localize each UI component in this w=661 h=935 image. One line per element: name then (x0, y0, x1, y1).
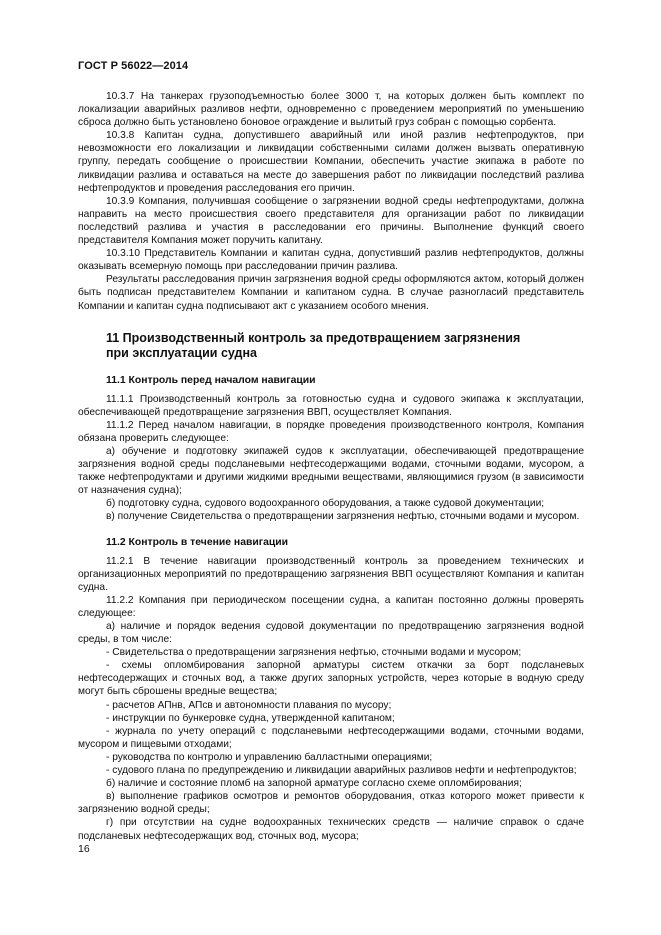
paragraph: 10.3.8 Капитан судна, допустившего аварийный или иной разлив нефтепродуктов, при невозможности его локализации и ликвидации собственными силами должен вызвать оперативную группу, передать сообщение о происшествии Компании, обеспечить участие экипажа в работе по ликвидации разлива и оставаться на месте до завершения работ по ликвидации последствий разлива нефтепродуктов и проведения расследования его причин. (78, 130, 584, 194)
list-item: в) выполнение графиков осмотров и ремонтов оборудования, отказ которого может привести к загрязнению водной среды; (78, 791, 584, 816)
document-header: ГОСТ Р 56022—2014 (78, 60, 189, 72)
list-item: - Свидетельства о предотвращении загрязнения нефтью, сточными водами и мусором; (106, 647, 522, 659)
list-item: а) наличие и порядок ведения судовой документации по предотвращению загрязнения водной среды, в том числе: (78, 621, 584, 646)
paragraph: 10.3.7 На танкерах грузоподъемностью более 3000 т, на которых должен быть комплект по локализации аварийных разливов нефти, одновременно с проведением мероприятий по уменьшению сброса должно быть установлено боновое ограждение и вылитый груз собран с помощью сорбента. (78, 91, 584, 129)
list-item: - схемы опломбирования запорной арматуры систем откачки за борт подсланевых нефтесодержащих и сточных вод, а также других запорных устройств, через которые в водную среду могут быть сброшены вредные вещества; (78, 660, 584, 698)
list-item: - судового плана по предупреждению и ликвидации аварийных разливов нефти и нефтепродуктов; (106, 765, 577, 777)
subsection-11-2-title: 11.2 Контроль в течение навигации (106, 536, 289, 548)
list-item: б) наличие и состояние пломб на запорной арматуре согласно схеме опломбирования; (106, 778, 522, 790)
list-item: - инструкции по бункеровке судна, утвержденной капитаном; (106, 712, 395, 724)
paragraph: Результаты расследования причин загрязнения водной среды оформляются актом, который должен быть подписан представителем Компании и капитаном судна. В случае разногласий представитель Компании и капитан судна подписывают акт с указанием особого мнения. (78, 274, 584, 312)
paragraph: 10.3.9 Компания, получившая сообщение о загрязнении водной среды нефтепродуктами, должна направить на место происшествия своего представителя для организации работ по ликвидации последствий разлива и участия в расследовании его причины. Выполнение функций своего представителя Компания может поручить капитану. (78, 195, 584, 247)
section-11-title-line2: при эксплуатации судна (106, 346, 257, 361)
list-item: - руководства по контролю и управлению балластными операциями; (106, 751, 433, 763)
paragraph: 10.3.10 Представитель Компании и капитан судна, допустивший разлив нефтепродуктов, должны оказывать всемерную помощь при расследовании причин разлива. (78, 248, 584, 273)
page-number: 16 (78, 843, 90, 855)
section-11-title-line1: 11 Производственный контроль за предотвращением загрязнения (106, 330, 521, 345)
section-11-title (78, 331, 584, 362)
list-item: в) получение Свидетельства о предотвращении загрязнения нефтью, сточными водами и мусором. (106, 511, 580, 523)
paragraph: 11.1.1 Производственный контроль за готовностью судна и судового экипажа к эксплуатации, обеспечивающей предотвращение загрязнения ВВП, осуществляет Компания. (78, 393, 584, 418)
list-item: - расчетов АПнв, АПсв и автономности плавания по мусору; (106, 699, 392, 711)
list-item: г) при отсутствии на судне водоохранных технических средств — наличие справок о сдаче подсланевых нефтесодержащих вод, сточных вод, мусора; (78, 817, 584, 842)
subsection-11-1-title: 11.1 Контроль перед началом навигации (106, 374, 316, 386)
document-body (78, 90, 584, 843)
paragraph: 11.1.2 Перед началом навигации, в порядке проведения производственного контроля, Компания обязана проверить следующее: (78, 419, 584, 444)
paragraph: 11.2.2 Компания при периодическом посещении судна, а капитан постоянно должны проверять следующее: (78, 594, 584, 619)
list-item: б) подготовку судна, судового водоохранного оборудования, а также судовой документации; (106, 498, 545, 510)
list-item: - журнала по учету операций с подсланевыми нефтесодержащими водами, сточными водами, мусором и пищевыми отходами; (78, 725, 584, 750)
paragraph: 11.2.1 В течение навигации производственный контроль за проведением технических и организационных мероприятий по предотвращению загрязнения ВВП осуществляют Компания и капитан судна. (78, 555, 584, 593)
list-item: а) обучение и подготовку экипажей судов к эксплуатации, обеспечивающей предотвращение загрязнения водной среды подсланевыми нефтесодержащими водами, сточными водами, мусором, а также нефтепродуктами и другими жидкими вредными веществами, являющимися грузом (в зависимости от назначения судна); (78, 445, 584, 497)
